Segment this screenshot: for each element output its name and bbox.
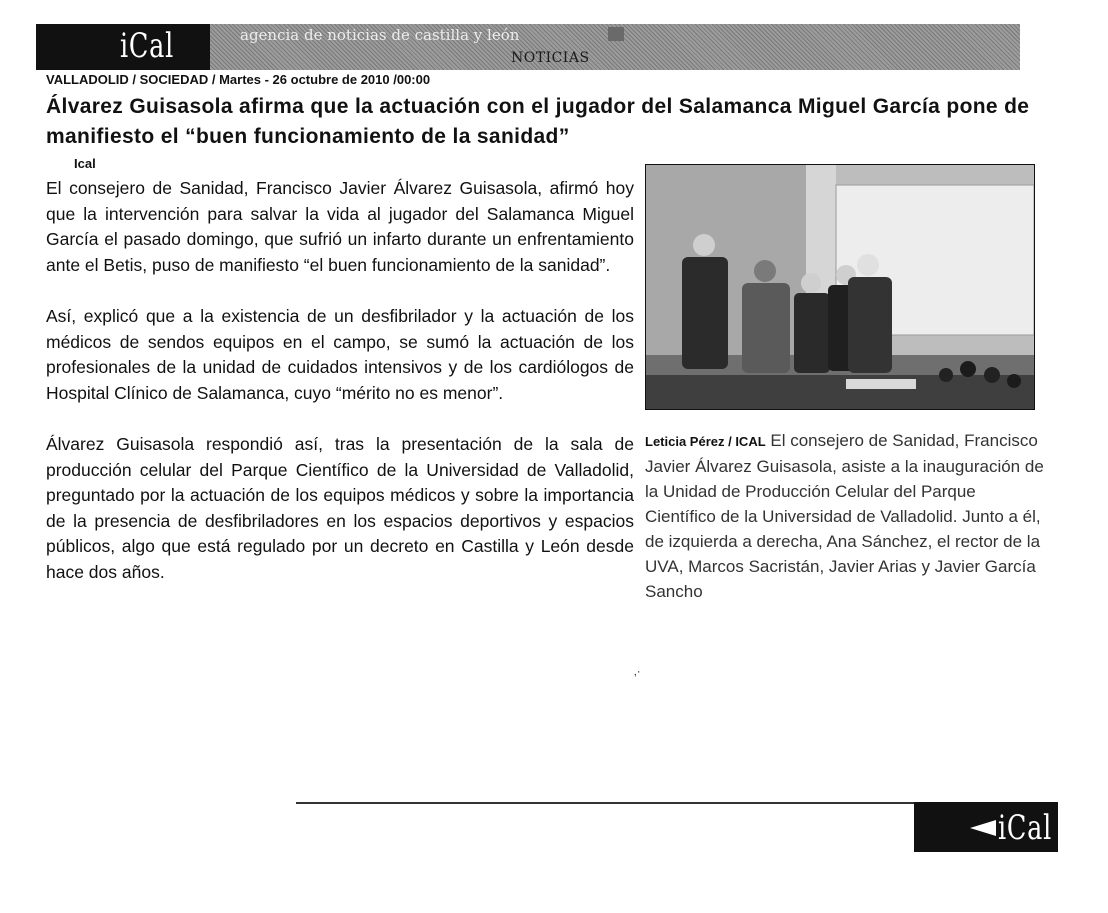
paragraph-1: El consejero de Sanidad, Francisco Javier Álvarez Guisasola, afirmó hoy que la intervención para salvar la vida al jugador del Salamanca Miguel García el pasado domingo, que sufrió un infarto durante un enfrentamiento ante el Betis, puso de manifiesto “el buen funcionamiento de la sanidad”. (46, 178, 634, 275)
photo-caption (645, 428, 1045, 604)
agency-tagline: agencia de noticias de castilla y león (240, 26, 520, 44)
photo-credit: Leticia Pérez / ICAL (645, 434, 766, 449)
scan-speck: ‚· (634, 664, 641, 678)
caption-text: El consejero de Sanidad, Francisco Javier Álvarez Guisasola, asiste a la inauguración de la Unidad de Producción Celular del Parque Científico de la Universidad de Valladolid. Junto a él, de izquierda a derecha, Ana Sánchez, el rector de la UVA, Marcos Sacristán, Javier Arias y Javier García Sancho (645, 431, 1044, 601)
agency-logo (36, 24, 210, 70)
section-label: NOTICIAS (511, 50, 590, 66)
paragraph-2: Así, explicó que a la existencia de un desfibrilador y la actuación de los médicos de sendos equipos en el campo, se sumó la actuación de los profesionales de la unidad de cuidados intensivos y de los cardiólogos de Hospital Clínico de Salamanca, cuyo “mérito no es menor”. (46, 306, 634, 403)
header-banner (36, 24, 1020, 70)
banner-square-decoration (608, 27, 624, 41)
byline: Ical (74, 156, 96, 171)
footer-rule (296, 802, 918, 804)
paragraph-3: Álvarez Guisasola respondió así, tras la presentación de la sala de producción celular del Parque Científico de la Universidad de Valladolid, preguntado por la actuación de los equipos médicos y sobre la importancia de la presencia de desfibriladores en los espacios deportivos y espacios públicos, algo que está regulado por un decreto en Castilla y León desde hace dos años. (46, 434, 634, 582)
logo-text: iCal (120, 26, 175, 66)
footer-logo-text: iCal (998, 808, 1053, 848)
photo-illustration (646, 165, 1034, 409)
article-body (46, 176, 634, 611)
news-photo (645, 164, 1035, 410)
footer-logo (914, 802, 1058, 852)
dateline: VALLADOLID / SOCIEDAD / Martes - 26 octubre de 2010 /00:00 (46, 72, 431, 87)
headline: Álvarez Guisasola afirma que la actuación con el jugador del Salamanca Miguel García pone de manifiesto el “buen funcionamiento de la sanidad” (46, 95, 1030, 148)
arrow-left-icon (970, 820, 996, 836)
